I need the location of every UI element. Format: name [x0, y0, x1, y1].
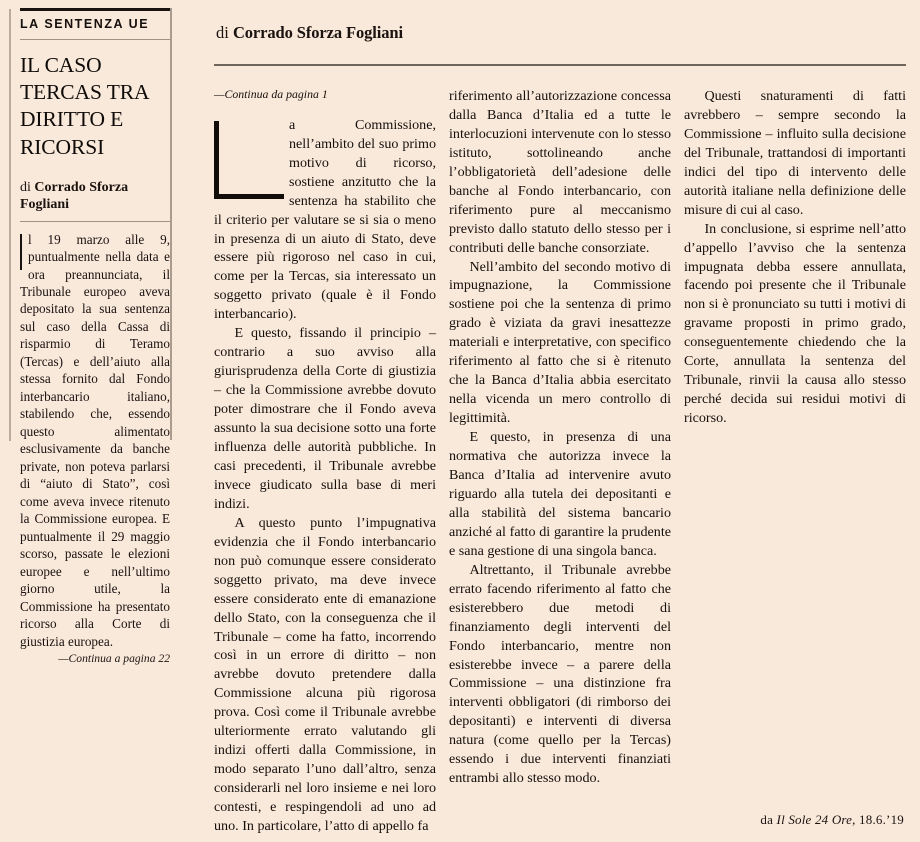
article-column-2: [449, 87, 671, 788]
paragraph: A questo punto l’impugnativa evidenzia che il Fondo interbancario non può comunque essere considerato soggetto privato, ma deve invece essere considerato ente di emanazione dello Stato, con la conseguenza che il Tribunale – come ha fatto, incorrendo così in un errore di diritto – non avrebbe dovuto pretendere dalla Commissione alcuna più rigorosa prova. Così come il Tribunale avrebbe ulteriormente errato valutando gli indizi offerti dalla Commissione, in modo separato l’uno dall’altro, senza considerarli nel loro insieme e nei loro contesti, e respingendoli ad uno ad uno. In particolare, l’atto di appello fa: [214, 514, 436, 835]
sidebar-dropcap-bar: [20, 234, 22, 270]
kicker-top-rule: [20, 8, 170, 11]
credit-source: Il Sole 24 Ore: [776, 812, 853, 827]
paragraph: Questi snaturamenti di fatti avrebbero – sempre secondo la Commissione – influito sulla decisione del Tribunale, trattandosi di importanti indici del tipo di intervento delle autorità italiane nella definizione delle misure di cui al caso.: [684, 87, 906, 218]
sidebar-byline-author: Corrado Sforza Fogliani: [20, 179, 129, 212]
credit-date: , 18.6.’19: [852, 812, 904, 827]
article-columns: [214, 86, 906, 835]
article-column-3: [684, 87, 906, 428]
paragraph: E questo, in presenza di una normativa che autorizza invece la Banca d’Italia ad intervenire avuto riguardo alla tutela dei depositanti e alla stabilità del sistema bancario anziché al fatto di garantire la prudente e sana gestione di una singola banca.: [449, 429, 671, 559]
paragraph: Nell’ambito del secondo motivo di impugnazione, la Commissione sostiene poi che la sentenza di primo grado è viziata da gravi inesattezze materiali e interpretative, con specifico riferimento al fatto che si è ritenuto che la Banca d’Italia abbia esercitato nella vicenda un mero controllo di legittimità.: [449, 258, 671, 427]
paragraph: In conclusione, si esprime nell’atto d’appello l’avviso che la sentenza impugnata debba essere annullata, facendo poi presente che il Tribunale non si è pronunciato su tutti i motivi di gravame proposti in primo grado, conseguentemente chiedendo che la Corte, annullata la sentenza del Tribunale, rinvii la causa allo stesso perché decida sui residui motivi di ricorso.: [684, 220, 906, 427]
main-byline: [216, 24, 906, 42]
source-credit: [760, 812, 904, 828]
sidebar-body-paragraph: l 19 marzo alle 9, puntualmente nella data e ora preannunciata, il Tribunale europeo aveva depositato la sua sentenza sul caso della Cassa di risparmio di Teramo (Tercas) e dell’aiuto alla stessa fornito dal Fondo interbancario italiano, stabilendo che, essendo questo alimentato esclusivamente da banche private, non poteva parlarsi di “aiuto di Stato”, così come aveva invece ritenuto la Commissione europea. E puntualmente il 29 maggio scorso, passate le elezioni europee e nell’ultimo giorno utile, la Commissione ha presentato ricorso alla Corte di giustizia europea.: [20, 231, 170, 649]
sidebar-byline-rule: [20, 221, 170, 222]
article-column-1: [214, 87, 436, 836]
main-article: [214, 23, 906, 835]
paragraph-text: a Commissione, nell’ambito del suo primo motivo di ricorso, sostiene anzitutto che la sentenza ha stabilito che il criterio per valutare se si sia o meno in presenza di un aiuto di Stato, deve essere più rigoroso nel caso in cui, come per la Tercas, sia interessato un soggetto privato (quale è il Fondo interbancario).: [214, 116, 436, 323]
sidebar-continua-note: —Continua a pagina 22: [58, 652, 170, 666]
kicker-label: LA SENTENZA UE: [20, 17, 150, 31]
left-vertical-rule: [9, 9, 11, 441]
main-byline-prefix: di: [216, 23, 233, 42]
kicker-bottom-rule: [20, 39, 170, 40]
continua-da-note: —Continua da pagina 1: [214, 86, 328, 101]
sidebar: [20, 8, 170, 665]
paragraph: Altrettanto, il Tribunale avrebbe errato facendo riferimento al fatto che esisterebbero due metodi di finanziamento degli interventi del Fondo interbancario, mentre non esisterebbe invece – a parere della Commissione – una distinzione fra interventi obbligatori (di rimborso dei depositanti) e interventi di diversa natura (come quello per la Tercas) essendo i due interventi finanziati entrambi allo stesso modo.: [449, 561, 671, 787]
paragraph: E questo, fissando il principio – contrario a suo avviso alla giurisprudenza della Corte di giustizia – che la Commissione avrebbe dovuto poter dimostrare che il Fondo aveva assunto la sua decisione sotto una forte influenza delle autorità pubbliche. In casi precedenti, il Tribunale avrebbe invece giudicato sulla base di meri indizi.: [214, 325, 436, 512]
main-byline-author: Corrado Sforza Fogliani: [232, 23, 403, 42]
sidebar-body-text: [20, 231, 170, 651]
paragraph: riferimento all’autorizzazione concessa dalla Banca d’Italia ed a tutte le interlocuzioni intervenute con lo stesso istituto, sottolineando anche l’obbligatorietà dell’adesione delle banche al Fondo interbancario, con riferimento pure al meccanismo previsto dallo statuto dello stesso per i contributi delle banche consorziate.: [449, 87, 671, 256]
main-header-rule: [214, 64, 906, 66]
sidebar-byline-prefix: di: [20, 179, 35, 195]
sidebar-byline: [20, 180, 170, 214]
page-title: IL CASO TERCAS TRA DIRITTO E RICORSI: [20, 52, 149, 159]
dropcap-letter-l: [214, 121, 284, 199]
sidebar-main-divider: [170, 8, 172, 440]
paragraph: [214, 116, 436, 324]
credit-prefix: da: [760, 812, 777, 827]
